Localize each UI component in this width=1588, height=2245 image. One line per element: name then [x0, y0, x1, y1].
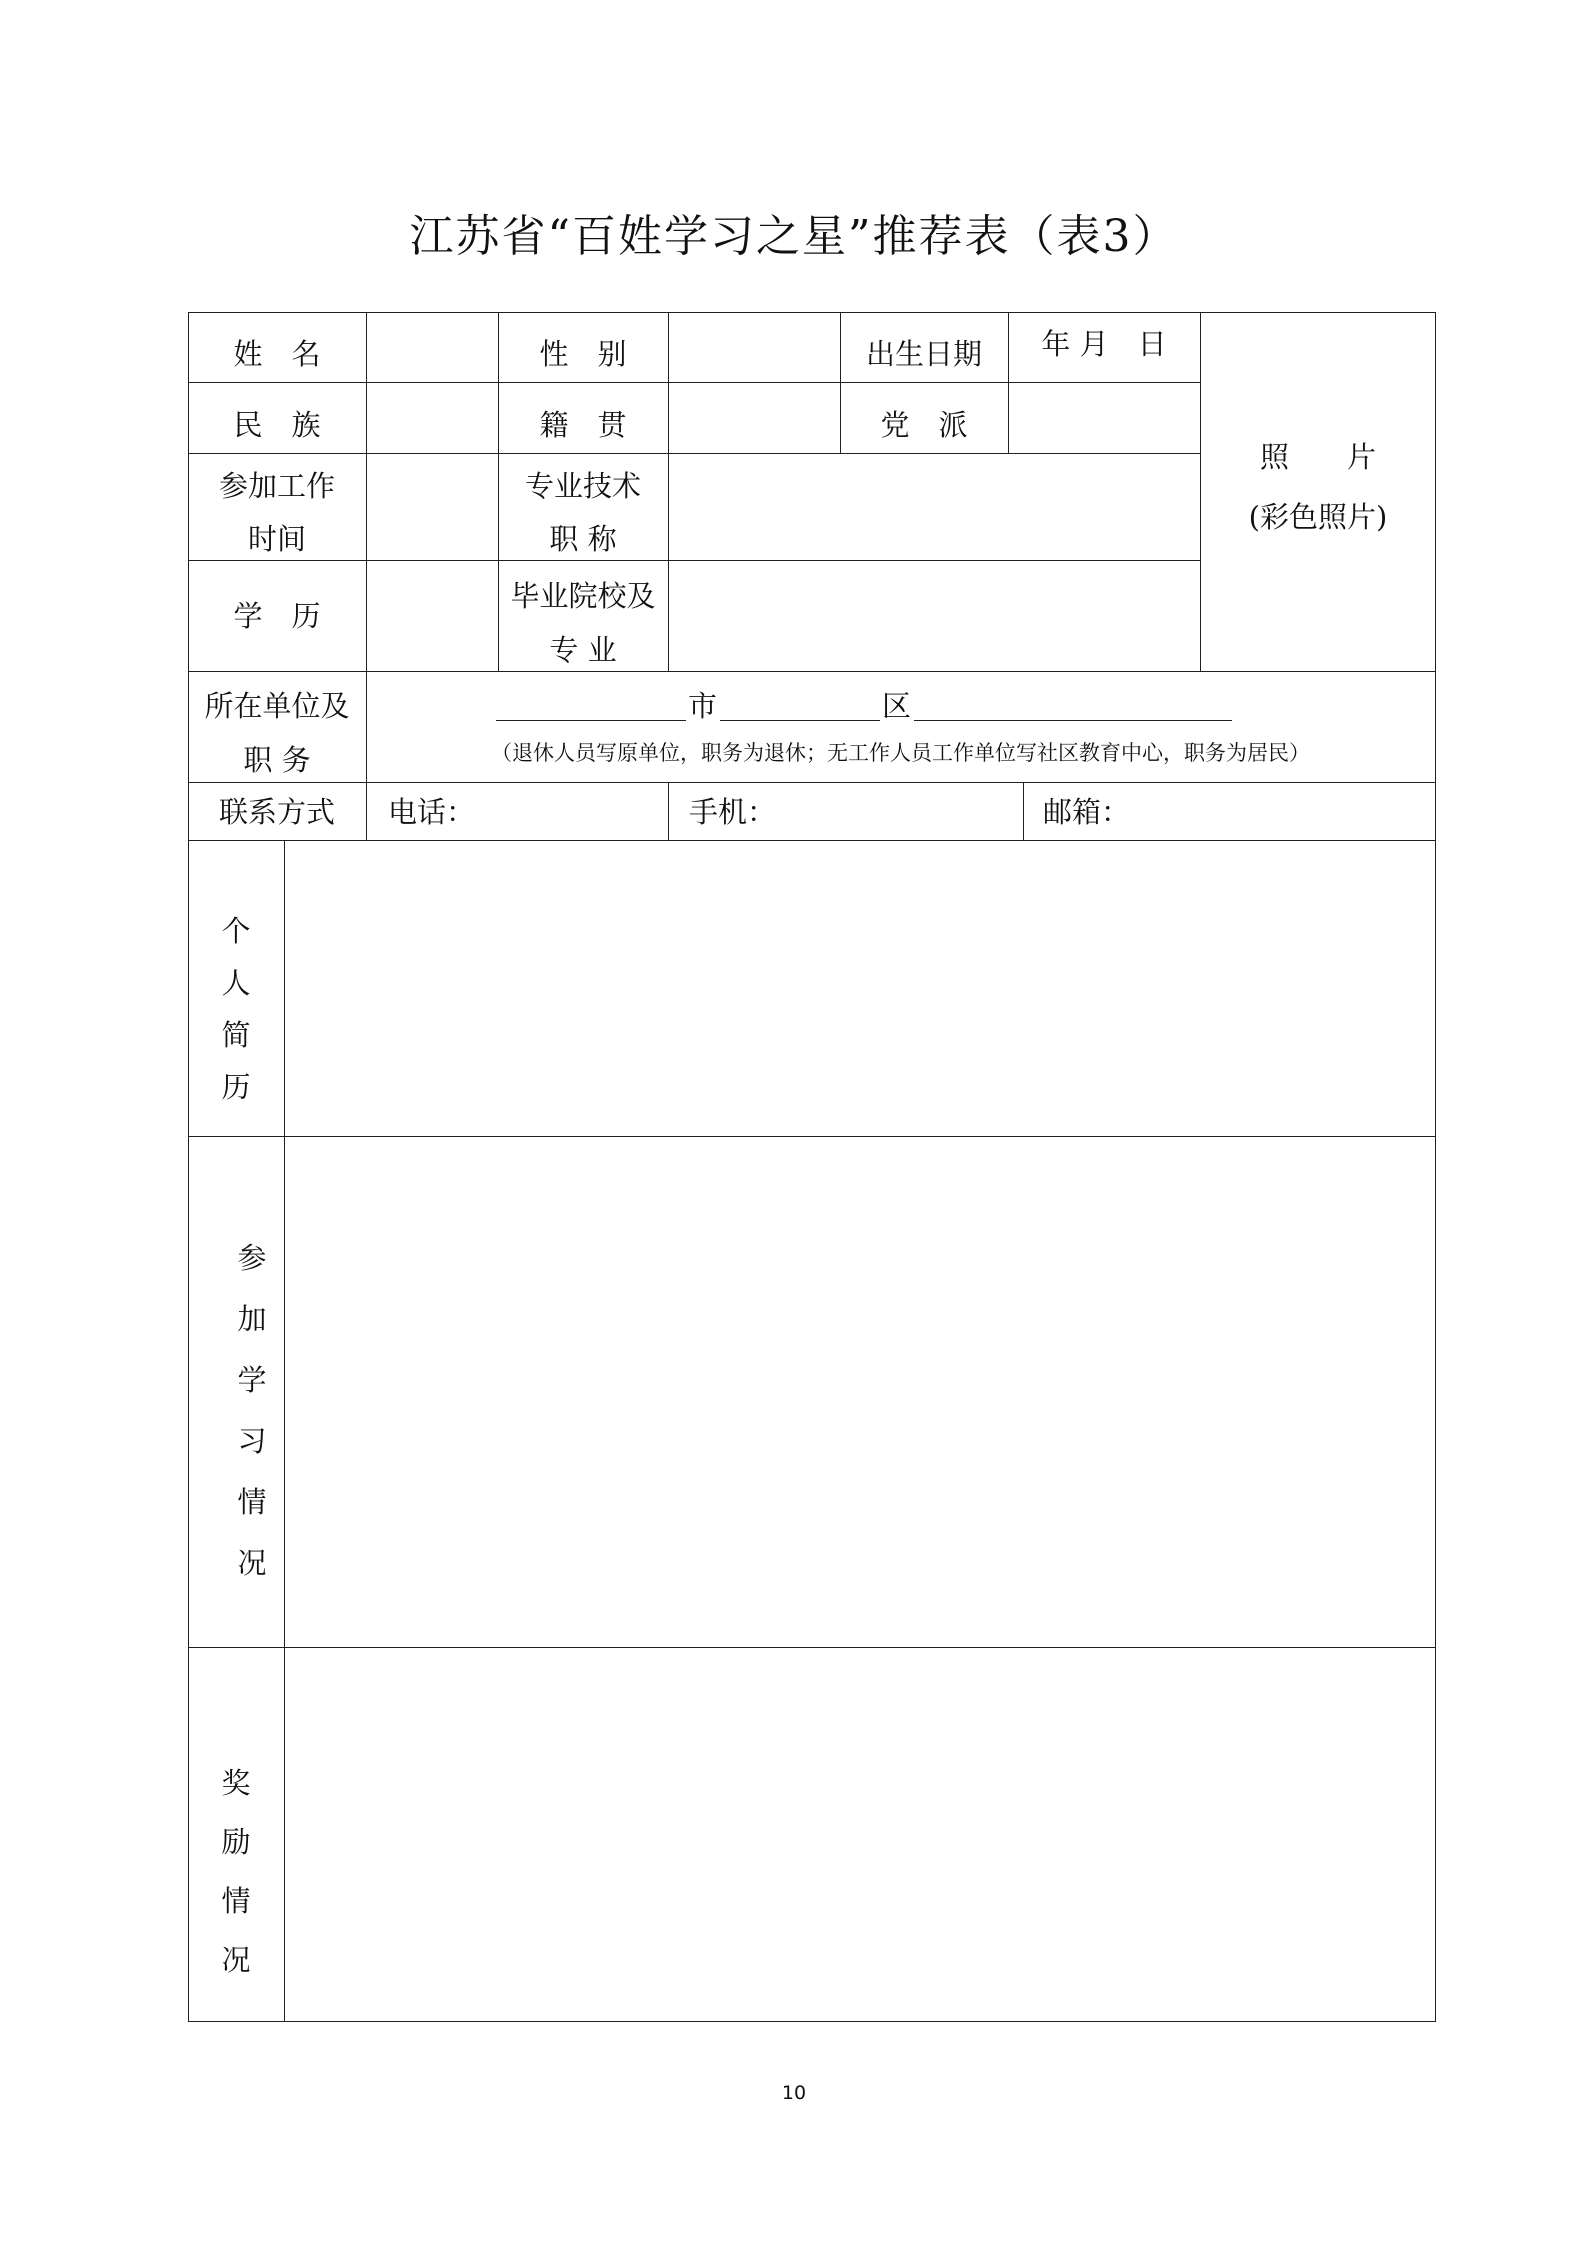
- label-professional-title-line1: 专业技术: [524, 469, 641, 503]
- label-city: 市: [688, 689, 718, 723]
- table-border-top: [188, 312, 1436, 313]
- page-number: 10: [781, 2082, 807, 2104]
- label-ethnicity: 民 族: [233, 408, 321, 442]
- label-school-line2: 专 业: [549, 633, 617, 667]
- photo-note: (彩色照片): [1248, 500, 1388, 534]
- label-birth-date: 出生日期: [865, 337, 982, 371]
- row-divider: [188, 382, 1200, 383]
- label-contact: 联系方式: [218, 795, 335, 829]
- row-divider: [188, 453, 1200, 454]
- label-education: 学 历: [233, 599, 321, 633]
- row-divider: [188, 560, 1200, 561]
- col-divider: [1023, 782, 1024, 840]
- label-unit-line1: 所在单位及: [204, 689, 350, 723]
- label-awards: 奖 励 情 况: [221, 1766, 251, 1977]
- label-native-place: 籍 贯: [539, 408, 627, 442]
- label-phone: 电话：: [388, 795, 476, 829]
- label-gender: 性 别: [539, 337, 627, 371]
- photo-label: 照 片: [1259, 440, 1376, 474]
- col-divider: [668, 312, 669, 671]
- unit-blank[interactable]: [914, 720, 1232, 721]
- label-study-situation: 参 加 学 习 情 况: [237, 1241, 267, 1580]
- label-unit-line2: 职 务: [243, 743, 311, 777]
- row-divider: [188, 782, 1436, 783]
- form-title: 江苏省“百姓学习之星”推荐表（表3）: [409, 211, 1179, 262]
- label-email: 邮箱：: [1043, 795, 1131, 829]
- city-blank[interactable]: [496, 720, 686, 721]
- birth-date-placeholder: 年 月 日: [1041, 327, 1167, 361]
- label-school-line1: 毕业院校及: [510, 579, 656, 613]
- resume-field[interactable]: [285, 841, 1435, 1136]
- label-party: 党 派: [880, 408, 968, 442]
- label-work-start-line1: 参加工作: [218, 469, 335, 503]
- row-divider: [188, 671, 1436, 672]
- label-professional-title-line2: 职 称: [549, 522, 617, 556]
- label-mobile: 手机：: [689, 795, 777, 829]
- awards-field[interactable]: [285, 1648, 1435, 2021]
- label-resume: 个 人 简 历: [221, 914, 251, 1104]
- table-border-bottom: [188, 2021, 1436, 2022]
- district-blank[interactable]: [720, 720, 880, 721]
- label-name: 姓 名: [233, 337, 321, 371]
- unit-instruction-note: （退休人员写原单位，职务为退休；无工作人员工作单位写社区教育中心，职务为居民）: [491, 741, 1310, 765]
- col-divider: [668, 782, 669, 840]
- study-field[interactable]: [285, 1137, 1435, 1647]
- table-border-right: [1435, 312, 1436, 2022]
- col-divider: [1200, 312, 1201, 671]
- label-district: 区: [882, 689, 912, 723]
- label-work-start-line2: 时间: [247, 522, 306, 556]
